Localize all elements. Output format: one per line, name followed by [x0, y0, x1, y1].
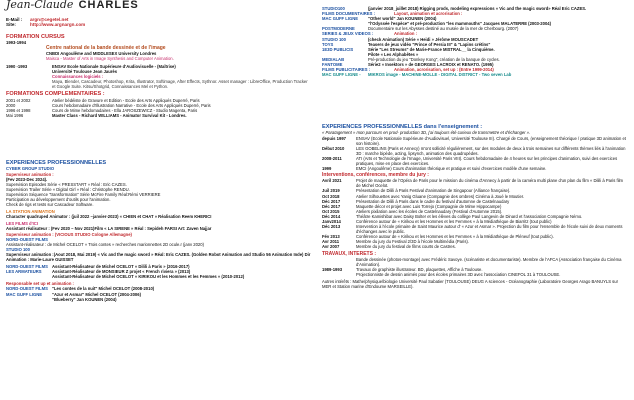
compl-row: 2000 Cours hebdomadaire d'Illustration Narrative - Ecole des Arts Appliqués Duperré, Paris — [6, 102, 211, 108]
first-name: Jean-Claude — [6, 0, 74, 11]
right-top-section — [322, 6, 628, 77]
resp-row: "Blueberry" Jan KOUNEN (2004) — [52, 296, 117, 302]
contact-block — [6, 17, 85, 27]
teach-quote: « Paratagement » mon parcours en prod- production 3D, j'ai toujours été curieux de transmettre et d'échanger ». — [322, 130, 531, 136]
interv-row: Déc 2013 Intervention à l'école primaire de Saint Maurice autour d' « Azur et Asmar ». Projection du film pour l'ensemble de l'école suivi de deux moments d'échanges avec le public. — [322, 224, 623, 235]
interv-row: Avr 2007 Membre du jury du festival de films courts de Castres. — [322, 244, 456, 250]
s100-line: Superviseur animation :(Aout 2018, Mai 2019) « Vic and the magic sword » Réal: Eric CAZES. (Golden Robot Animation and Studio 56 Animation Inde) Dir Animation : Marie-Laure GUISSET — [6, 251, 311, 262]
interv-row: Fév 2013 Conférence autour de « Kirikou et les Hommes et les Femmes » à la Médiathèque de Pléneuf (tout public). — [322, 234, 554, 240]
interv-row: Juil 2019 Présentation de Dilili à Paris Festival d'animation de Singapour (Alliance française). — [322, 188, 511, 194]
interv-row: Oct 2018 Atelier Silhouettes avec Yanig Gluane (Compagnie des ombres) Cinéma à Joué le Moutier. — [322, 193, 525, 199]
cyber-line: Check de rigs et tests sur Cascadeur Software. — [6, 202, 94, 208]
formation-title: FORMATION CURSUS — [6, 34, 65, 40]
resp-title: Responsable set up et animation : — [6, 281, 74, 287]
works-row: Bande dessinée (photos-montage) avec Frédéric Savoye. (scénariste et documentariste). Membre de l'AFCA (Association française du Cinéma d'Animation). — [356, 256, 622, 267]
skills-text: Maya, Blender, Cascadeur, Photoshop, Krita, Illustrator, Softimage, After Effects, Sythnor. Asset manager : LibreOffice, Production Tracker et Google Suite. Kitsu/Shotgrid, Connaissances Mel et Python. — [52, 79, 308, 90]
nord-title: NORD-OUEST FILMS — [6, 236, 48, 242]
interv-row: Avril 2021 Projet de maquette de l'Opéra de Paris pour le mission du cinéma d'Annecy à partir de la caméra multi plane d'un plan du film « Dilili à Paris film de Michel Ocelot. — [322, 178, 624, 189]
cyber-line: Supervision Trailer Série « Digital Girl » Réal : Christophe RENDU. — [6, 186, 130, 192]
cyber-dates: (Fev 2023-Dec 2024). — [6, 176, 48, 182]
ocelot-row: Assistant-Réalisateur de Michel OCELOT « KIRIKOU et les Hommes et les Femmes » (2010-2012) — [52, 274, 245, 280]
teach-row: 2008-2011 ATI (Arts et Technologie de l'Image, Université Paris VIII). Cours hebdomadaire de 4 heures sur les principes d'animation, suivi des exercices pratiques, mise en place des exercices. — [322, 155, 618, 166]
cnbdi-sub: Maisca - Master of Arts in Image Synthesis and Computer Animation. — [46, 55, 174, 61]
films-title: LES FILMS d'ICI — [6, 221, 38, 227]
cyber-line: Participation au développement d'outils pour l'animation. — [6, 196, 111, 202]
nord-line: Assistant-réalisateur : de Michel OCELOT « Trois contes » recherches marionnettes 2D ocule.r (janv 2020) — [6, 241, 204, 247]
email-label: E-Mail : — [6, 17, 23, 22]
top-row: MEDIALAB Pré-production du jeu "Donkey Kong", création de la banque de cycles. — [322, 56, 500, 62]
cv-header-name — [6, 2, 186, 16]
teach-row: depuis 1997 ENSAV (Ecole Nationale Supérieure d'Audiovisuel, Université Toulouse III). Chargé de Cours, (enseignement théorique / pratique 3D animation et son histoire). — [322, 135, 626, 146]
compl-title: FORMATIONS COMPLEMENTAIRES : — [6, 91, 105, 98]
interv-row: Avr 2011 Membre du jury du Festival 2/3D à l'école Multimédia (Paris). — [322, 239, 469, 245]
station-title: LA STATION ANIMATION — [6, 209, 55, 215]
compl-row: Mai 1996 Master Class - Richard WILLIAMS - Animator Survival Kit - Londres. — [6, 112, 187, 118]
top-row: STUDIO100 (janvier 2018_juillet 2018) Rigging prods, modeling expressions « Vic and the magic sword» Réal Eric CAZES. — [322, 6, 587, 11]
top-row: 1E3D PUBLICIS Série "Les Streums" de Marie-France MISTRAL__ la Cinquième. — [322, 46, 495, 52]
interv-row: Oct 2015 Ateliers pixilation avec les écoles de Castelnaudary (Festival d'Automne 2015). — [322, 208, 503, 214]
experience-section — [6, 160, 312, 302]
skills-title: Connaissances logiciels : — [52, 73, 104, 79]
resp-row: NORD-OUEST FILMS "Les contes de la nuit" Michel OCELOT (2008-2010) — [6, 286, 155, 292]
ocelot-row: LES ARMATEURS Assistant-Réalisateur de MONSIEUR Z projet « French riviera » (2013) — [6, 269, 191, 275]
cv-page-left — [4, 0, 316, 400]
site-label: Site: — [6, 22, 16, 28]
station-line: Character quadruped Animator : (juil 2022 –janvier-2023) « CHIEN et CHAT » Réalisation Reem KHERICI — [6, 214, 212, 220]
interv-row: Janv2014 Conférence autour de « Kirikou et les Hommes et les Femmes » à la Médiathèque de Biarritz (tout public) — [322, 219, 552, 224]
compl-row: 2001 et 2002 Atelier bédéiste de Gravure et Edition - Ecole des Arts Appliqués Duperré, Paris — [6, 97, 200, 103]
ocelot-row: NORD-OUEST FILMS Assistant-Réalisateur de Michel OCELOT « Dilili à Paris » (2016-2017) — [6, 264, 190, 270]
ensav-univ: Université Toulouse Jean Jaurès — [52, 68, 118, 74]
formation-years: 1993-1994 — [6, 40, 27, 46]
teach-row: Début 2010 LES GOBELINS (Paris et Annecy) m'ont sollicité régulièrement, sur des modules de deux à trois semaines sur différents thèmes liés à l'animation 3D : marche bipède, acting, lipsynch, animation des quadrupèdes. — [322, 145, 626, 156]
top-row: POSTMODERNE Documentaire sur les Abysses destiné au musée de la mer de Cherbourg. (2007) — [322, 26, 519, 32]
top-row: STUDIO 100 (check Animation) Série « Heidi » Jérôme MOUSCADET — [322, 36, 479, 42]
interv-title: Interventions, conférences, membre du jury : — [322, 172, 429, 179]
top-row: FILMS DOCUMENTAIRES : Layout, animation et acrorisation : — [322, 11, 463, 17]
teach-row: 1999 EMCI (Angoulême) Cours d'animation théorique et pratique et suivi d'exercices modèle d'une semaine. — [322, 166, 547, 172]
interv-row: Déc 2017 Présentation de Dilili à Paris dans le cadre du festival d'automne de Castelnaudary — [322, 198, 510, 204]
top-row: "l'Odyssée l'espèce" et pré-production "les mammouths" Jacques MALATERRE (2003-2004) — [368, 21, 551, 27]
resp-row: MAC GUFF LIGNE "Azur et Asmar" Michel OCELOT (2004-2006) — [6, 291, 141, 297]
interv-row: Déc 2014 Théâtre Kamishibaï avec Daisy Bolter et les élèves du collège Paul Langevin de Dinard et l'association Compagnie Némo. — [322, 213, 583, 219]
top-row: FANTOME Série2 « Insektors » de GEORGES LACROIX et RENATO. (1995) — [322, 62, 494, 68]
cyber-title: CYBER GROUP STUDIO — [6, 166, 55, 172]
top-row: MAC GUFF LIGNE "Other world" Jan KOUNEN (2004) — [322, 16, 437, 22]
site-link[interactable]: http://www.argnargn.com — [30, 22, 86, 28]
cnbdi-line: CNBDI Angoulême and MIDDLESEX University Londres — [46, 50, 157, 56]
formation-section — [6, 34, 312, 118]
cyber-line: Supervision Séquence "transformation" Série McFire Family Réal:Rémi VERRIERE — [6, 191, 161, 197]
teach-title: EXPERIENCES PROFESSIONNELLES dans l'enseignement : — [322, 124, 483, 130]
ensav-years: 1990 -1993 — [6, 63, 28, 69]
films-line2: Superviseur animation : (VICIOUS STUDIO Cologne Allemagne) — [6, 231, 132, 237]
top-row: TOYS Teasers de jeux vidéo "Prince of Persia III" & "Lapins crétins" — [322, 41, 491, 47]
films-line: Assistant réalisateur : (Fev 2020 – Nov 2021)Film « LA SIRENE » Réal : Sepideh FARSI Art: Zaven Najjar — [6, 226, 212, 232]
cyber-line: Supervision Episodes Série « PRESSTART » Réal : Eric CAZES. — [6, 181, 127, 187]
exp-title: EXPERIENCES PROFESSIONNELLES — [6, 160, 107, 166]
works-row: 1989-1993 Travaux de graphiste illustrateur. BD, plaquettes, Affiche à Toulouse. — [322, 266, 483, 272]
teaching-section — [322, 124, 628, 289]
email-link[interactable]: argn@cegetel.net — [30, 17, 69, 22]
interv-row: Déc 2017 Maquette décor et projet avec Luis Torrejo (Compagnie de Mime Hippocampe) — [322, 203, 502, 209]
top-row: FILMS PUBLICITAIRES : Animation, acrorisation, set up : (Entre 1999-2014) — [322, 67, 494, 73]
works-title: TRAVAUX, INTERETS : — [322, 250, 376, 257]
cv-page-right — [320, 0, 632, 400]
top-row: Pilote « Les Alphabêtes » — [368, 51, 419, 57]
works-row: Projectionniste de dessin animés pour des écoles primaires 3D avec l'association CINEFOL 31 à TOULOUSE. — [356, 271, 561, 277]
top-row: MAC GUFF LIGNE - MIKROS image - MACHINE-MOLLE - DIGITAL DISTRICT - Two seven Lab — [322, 72, 512, 78]
other-interests: Autres intérêts : Mathe/physique/biologie Université Paul Sabatier (TOULOUSE) DEUG A sciences - Océanographie (Laboratoire Georges Arago BANUYLS sur MER et Station marine d'Endoume MARSEILLE). — [322, 279, 618, 290]
last-name: CHARLES — [78, 0, 139, 11]
cnbdi-heading: Centre national de la bande dessinée et de l'image — [46, 44, 166, 51]
ensav-line: ENSAV Ecole Nationale Supérieure d'Audiovisuelle - (Maîtrise) — [52, 63, 176, 69]
compl-row: 1996 et 1998 Cours de Mime hebdomadaires - Ella JAROSZEWICZ - Studio Magenta, Paris — [6, 107, 198, 113]
cyber-role: Superviseur animation : — [6, 171, 54, 177]
studio100-left: STUDIO 100 — [6, 246, 30, 252]
top-row: SERIES & JEUX VIDEOS : Animation : — [322, 31, 418, 37]
